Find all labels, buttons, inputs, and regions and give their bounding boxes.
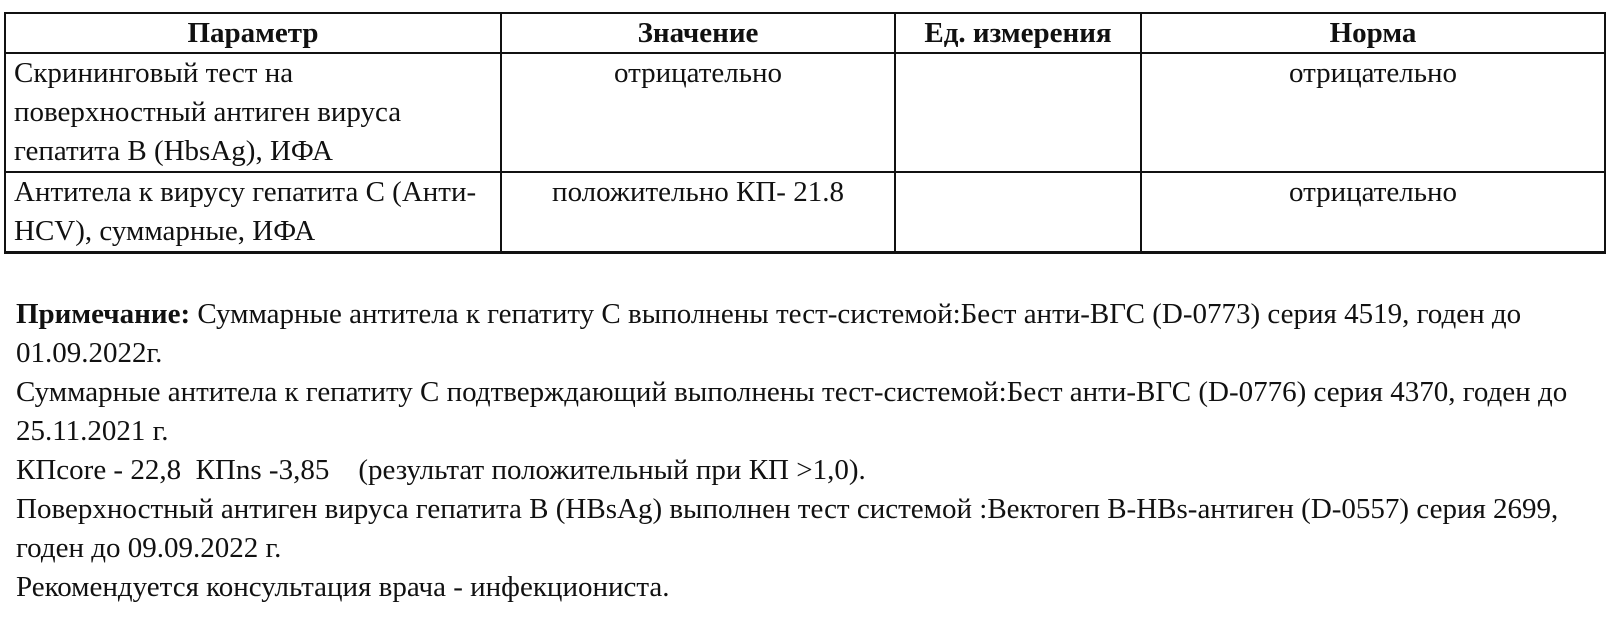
- header-value: Значение: [501, 13, 895, 53]
- note-paragraph-5: Рекомендуется консультация врача - инфекциониста.: [16, 571, 670, 603]
- row-norm: отрицательно: [1141, 53, 1605, 172]
- row-norm: отрицательно: [1141, 172, 1605, 253]
- note-label: Примечание:: [16, 298, 191, 330]
- note-paragraph-1: [16, 295, 1601, 373]
- table-row: [5, 172, 1605, 253]
- header-norm: Норма: [1141, 13, 1605, 53]
- row-value: положительно КП- 21.8: [501, 172, 895, 253]
- row-value: отрицательно: [501, 53, 895, 172]
- row-unit: [895, 53, 1141, 172]
- note-paragraph-3: КПcore - 22,8 КПns -3,85 (результат положительный при КП >1,0).: [16, 454, 866, 486]
- row-unit: [895, 172, 1141, 253]
- row-parameter: Скрининговый тест на поверхностный антиген вируса гепатита В (HbsAg), ИФА: [5, 53, 501, 172]
- note-text-1: Суммарные антитела к гепатиту С выполнены тест-системой:Бест анти-ВГС (D-0773) серия 4519, годен до 01.09.2022г.: [16, 298, 1522, 369]
- notes-section: [16, 295, 1601, 607]
- note-paragraph-4: Поверхностный антиген вируса гепатита В (HBsAg) выполнен тест системой :Вектогеп В-HBs-антиген (D-0557) серия 2699, годен до 09.09.2022 г.: [16, 493, 1559, 564]
- results-table: [4, 12, 1606, 254]
- header-unit: Ед. измерения: [895, 13, 1141, 53]
- row-parameter: Антитела к вирусу гепатита С (Анти-HCV), суммарные, ИФА: [5, 172, 501, 253]
- header-parameter: Параметр: [5, 13, 501, 53]
- table-row: [5, 53, 1605, 172]
- note-paragraph-2: Суммарные антитела к гепатиту С подтверждающий выполнены тест-системой:Бест анти-ВГС (D-0776) серия 4370, годен до 25.11.2021 г.: [16, 376, 1568, 447]
- table-header-row: [5, 13, 1605, 53]
